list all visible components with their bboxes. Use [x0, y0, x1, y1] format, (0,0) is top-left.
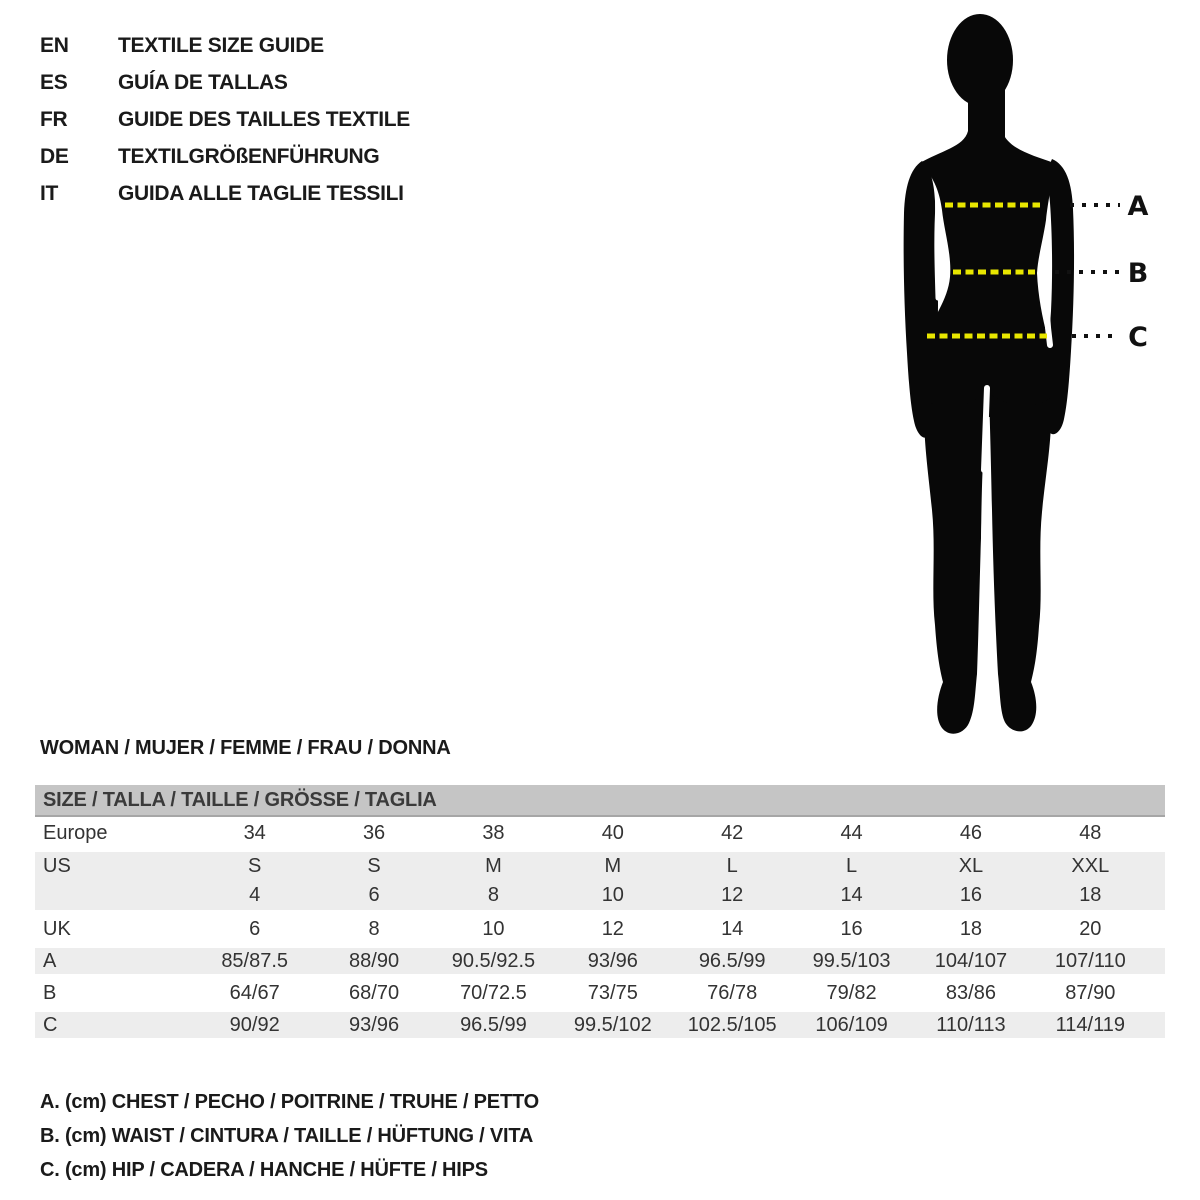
- size-cell: S: [248, 855, 262, 877]
- row-label: A: [43, 949, 57, 972]
- language-row: [40, 71, 410, 94]
- size-cell: 12: [601, 917, 624, 940]
- guide-title: GUIDE DES TAILLES TEXTILE: [118, 108, 410, 131]
- size-cell: 10: [601, 884, 624, 906]
- language-code: IT: [40, 182, 59, 205]
- size-cell: 99.5/102: [573, 1013, 652, 1036]
- table-row: [35, 849, 1165, 881]
- size-cell: 93/96: [349, 1013, 400, 1036]
- size-cell: 10: [482, 917, 505, 940]
- size-cell: 70/72.5: [460, 981, 527, 1004]
- size-cell: 36: [362, 821, 386, 844]
- size-cell: 16: [840, 917, 863, 940]
- language-row: [40, 182, 410, 205]
- size-cell: 99.5/103: [812, 949, 891, 972]
- size-cell: 42: [721, 821, 744, 844]
- size-cell: 90.5/92.5: [451, 949, 536, 972]
- row-label: C: [43, 1013, 58, 1036]
- size-cell: 38: [482, 821, 505, 844]
- marker-label-a: A: [1127, 191, 1149, 222]
- size-cell: XL: [958, 855, 984, 877]
- language-code: FR: [40, 108, 68, 131]
- language-row: [40, 145, 410, 168]
- size-cell: L: [726, 855, 738, 877]
- size-cell: L: [846, 855, 858, 877]
- size-cell: 107/110: [1054, 949, 1126, 972]
- measurement-legend: [40, 1092, 539, 1194]
- table-row: [35, 1009, 1165, 1041]
- size-cell: 16: [959, 884, 983, 906]
- size-cell: 96.5/99: [460, 1013, 527, 1036]
- size-cell: 40: [601, 821, 624, 844]
- language-code: DE: [40, 145, 69, 168]
- size-cell: 20: [1079, 917, 1102, 940]
- row-label: US: [43, 855, 71, 877]
- size-cell: 104/107: [934, 949, 1008, 972]
- size-cell: 106/109: [815, 1013, 888, 1036]
- size-cell: 44: [840, 821, 863, 844]
- size-cell: 48: [1079, 821, 1102, 844]
- size-cell: 96.5/99: [698, 949, 766, 972]
- silhouette-svg: [880, 0, 1200, 745]
- size-cell: 93/96: [587, 949, 638, 972]
- size-cell: 4: [249, 884, 261, 906]
- woman-silhouette-figure: [880, 0, 1200, 745]
- marker-label-c: C: [1128, 322, 1148, 353]
- language-row: [40, 108, 410, 131]
- size-cell: 88/90: [349, 949, 400, 972]
- legend-line-chest: A. (cm) CHEST / PECHO / POITRINE / TRUHE / PETTO: [40, 1091, 539, 1113]
- size-cell: 73/75: [587, 981, 638, 1004]
- size-table: [35, 785, 1165, 1041]
- woman-silhouette: [904, 14, 1074, 734]
- size-cell: 12: [721, 884, 744, 906]
- size-cell: 85/87.5: [221, 949, 289, 972]
- size-cell: 87/90: [1065, 981, 1116, 1004]
- row-label: UK: [43, 917, 71, 940]
- size-cell: 8: [487, 884, 499, 906]
- size-cell: 102.5/105: [687, 1013, 777, 1036]
- table-row: [35, 913, 1165, 945]
- size-cell: 6: [249, 917, 261, 940]
- size-cell: 8: [368, 917, 380, 940]
- table-row: [35, 817, 1165, 849]
- table-row: [35, 977, 1165, 1009]
- language-row: [40, 34, 410, 57]
- size-cell: 46: [959, 821, 983, 844]
- row-label: Europe: [43, 821, 108, 844]
- row-label: B: [43, 981, 57, 1004]
- size-cell: 18: [959, 917, 983, 940]
- size-cell: 68/70: [349, 981, 400, 1004]
- size-cell: 110/113: [936, 1013, 1006, 1036]
- section-title: WOMAN / MUJER / FEMME / FRAU / DONNA: [40, 737, 451, 759]
- size-cell: 18: [1079, 884, 1102, 906]
- language-title-list: [40, 34, 410, 219]
- guide-title: TEXTILGRÖßENFÜHRUNG: [118, 145, 380, 168]
- size-cell: 64/67: [229, 981, 280, 1004]
- size-cell: M: [604, 855, 622, 877]
- table-body: [35, 817, 1165, 1041]
- guide-title: GUÍA DE TALLAS: [118, 71, 288, 94]
- legend-line-waist: B. (cm) WAIST / CINTURA / TAILLE / HÜFTUNG / VITA: [40, 1125, 534, 1147]
- size-cell: 83/86: [945, 981, 996, 1004]
- size-cell: 34: [243, 821, 266, 844]
- table-row: [35, 945, 1165, 977]
- size-cell: S: [367, 855, 381, 877]
- size-cell: 79/82: [826, 981, 877, 1004]
- language-code: EN: [40, 34, 69, 57]
- size-cell: 14: [840, 884, 863, 906]
- size-cell: M: [485, 855, 502, 877]
- size-cell: 90/92: [229, 1013, 280, 1036]
- size-cell: 14: [721, 917, 744, 940]
- table-header: SIZE / TALLA / TAILLE / GRÖSSE / TAGLIA: [35, 785, 1165, 817]
- size-cell: 114/119: [1055, 1013, 1125, 1036]
- marker-label-b: B: [1127, 258, 1149, 289]
- size-cell: XXL: [1071, 855, 1110, 877]
- guide-title: GUIDA ALLE TAGLIE TESSILI: [118, 182, 404, 205]
- language-code: ES: [40, 71, 68, 94]
- guide-title: TEXTILE SIZE GUIDE: [118, 34, 324, 57]
- size-cell: 76/78: [707, 981, 758, 1004]
- size-cell: 6: [368, 884, 380, 906]
- legend-line-hip: C. (cm) HIP / CADERA / HANCHE / HÜFTE / HIPS: [40, 1159, 488, 1181]
- table-row: [35, 881, 1165, 913]
